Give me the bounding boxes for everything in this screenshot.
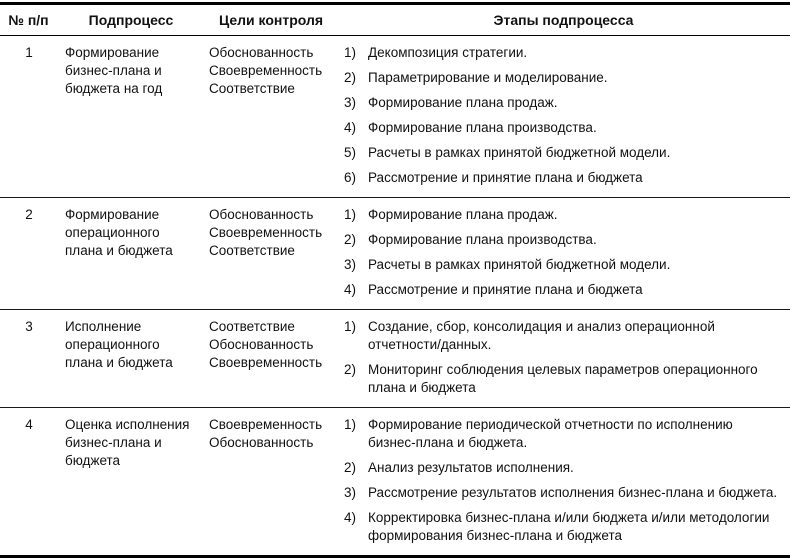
goal-item: Соответствие <box>209 318 295 334</box>
stages-cell <box>337 36 790 197</box>
stage-text: Мониторинг соблюдения целевых параметров операционного плана и бюджета <box>368 361 758 395</box>
goal-item: Своевременность <box>209 224 323 240</box>
stages-cell <box>337 198 790 309</box>
row-number-cell: 1 <box>25 44 33 60</box>
stage-text: Рассмотрение и принятие плана и бюджета <box>368 169 643 185</box>
subprocess-cell: Оценка исполнения бизнес-плана и бюджета <box>65 416 190 468</box>
stage-number: 4) <box>344 509 357 525</box>
row-number-cell: 2 <box>25 206 33 222</box>
stage-number: 1) <box>344 318 357 334</box>
stage-number: 3) <box>344 94 357 110</box>
stage-number: 4) <box>344 281 357 297</box>
goal-item: Соответствие <box>209 242 295 258</box>
header-stages: Этапы подпроцесса <box>493 12 634 28</box>
subprocess-cell: Формирование бизнес-плана и бюджета на год <box>65 44 163 96</box>
stage-number: 5) <box>344 144 357 160</box>
stage-text: Параметрирование и моделирование. <box>368 69 608 85</box>
goal-item: Соответствие <box>209 80 295 96</box>
table-body <box>0 36 790 555</box>
stage-text: Декомпозиция стратегии. <box>368 44 528 60</box>
table-row <box>0 310 790 408</box>
stage-text: Расчеты в рамках принятой бюджетной модели. <box>368 144 671 160</box>
header-control-goals: Цели контроля <box>218 12 324 28</box>
stage-number: 6) <box>344 169 357 185</box>
stage-item <box>344 94 778 112</box>
stage-text: Формирование плана продаж. <box>368 94 558 110</box>
stages-cell <box>337 310 790 407</box>
subprocess-cell: Формирование операционного плана и бюджета <box>65 206 173 258</box>
stage-item <box>344 318 778 354</box>
table-row <box>0 408 790 555</box>
stage-text: Анализ результатов исполнения. <box>368 459 574 475</box>
stage-number: 1) <box>344 416 357 432</box>
stage-item <box>344 416 778 452</box>
stage-text: Формирование плана производства. <box>368 231 597 247</box>
goal-item: Своевременность <box>209 62 323 78</box>
stage-item <box>344 169 778 187</box>
stage-text: Формирование периодической отчетности по исполнению бизнес-плана и бюджета. <box>368 416 733 450</box>
row-number-cell: 3 <box>25 318 33 334</box>
goal-item: Обоснованность <box>209 336 314 352</box>
stage-text: Рассмотрение результатов исполнения бизнес-плана и бюджета. <box>368 484 778 500</box>
stage-item <box>344 144 778 162</box>
row-number-cell: 4 <box>25 416 33 432</box>
control-goals-cell <box>205 198 337 309</box>
subprocess-cell: Исполнение операционного плана и бюджета <box>65 318 173 370</box>
stage-number: 1) <box>344 44 357 60</box>
stage-item <box>344 484 778 502</box>
stage-number: 2) <box>344 231 357 247</box>
table-header-row <box>0 5 790 36</box>
goal-item: Своевременность <box>209 416 323 432</box>
control-goals-cell <box>205 408 337 555</box>
stage-number: 3) <box>344 256 357 272</box>
stage-item <box>344 459 778 477</box>
stage-item <box>344 256 778 274</box>
stages-cell <box>337 408 790 555</box>
goal-item: Своевременность <box>209 354 323 370</box>
stage-item <box>344 361 778 397</box>
stage-text: Корректировка бизнес-плана и/или бюджета и/или методологии формирования бизнес-плана и бюджета <box>368 509 770 543</box>
header-subprocess: Подпроцесс <box>88 12 174 28</box>
stage-number: 4) <box>344 119 357 135</box>
control-goals-cell <box>205 36 337 197</box>
stage-item <box>344 44 778 62</box>
stage-item <box>344 281 778 299</box>
stage-item <box>344 206 778 224</box>
stage-number: 2) <box>344 361 357 377</box>
stage-number: 2) <box>344 69 357 85</box>
stage-text: Рассмотрение и принятие плана и бюджета <box>368 281 643 297</box>
stage-item <box>344 509 778 545</box>
stage-text: Формирование плана производства. <box>368 119 597 135</box>
table-row <box>0 36 790 198</box>
stage-number: 2) <box>344 459 357 475</box>
goal-item: Обоснованность <box>209 434 314 450</box>
stage-number: 3) <box>344 484 357 500</box>
stage-text: Расчеты в рамках принятой бюджетной модели. <box>368 256 671 272</box>
stage-item <box>344 69 778 87</box>
table-row <box>0 198 790 310</box>
goal-item: Обоснованность <box>209 206 314 222</box>
stage-item <box>344 119 778 137</box>
stage-text: Создание, сбор, консолидация и анализ операционной отчетности/данных. <box>368 318 715 352</box>
stage-text: Формирование плана продаж. <box>368 206 558 222</box>
goal-item: Обоснованность <box>209 44 314 60</box>
stage-item <box>344 231 778 249</box>
header-row-number: № п/п <box>8 12 49 28</box>
control-goals-cell <box>205 310 337 407</box>
subprocess-control-table <box>0 2 790 558</box>
stage-number: 1) <box>344 206 357 222</box>
